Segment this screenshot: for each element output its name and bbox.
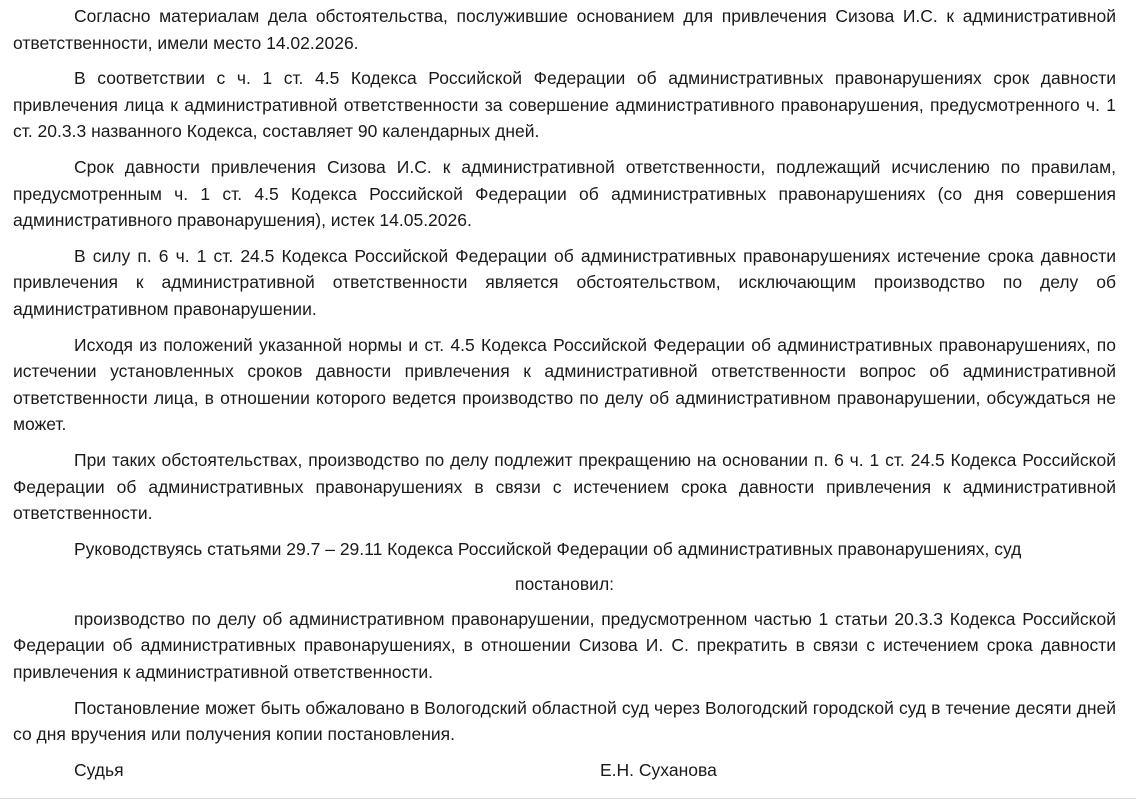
paragraph-guided-by-articles: Руководствуясь статьями 29.7 – 29.11 Кодекса Российской Федерации об административных правонарушениях, суд	[74, 538, 1022, 559]
resolution-heading: постановил:	[514, 574, 615, 595]
signature-name: Е.Н. Суханова	[600, 759, 717, 780]
signature-role: Судья	[74, 759, 124, 780]
paragraph-limitation-expired: Срок давности привлечения Сизова И.С. к административной ответственности, подлежащий исчислению по правилам, предусмотренным ч. 1 ст. 4.5 Кодекса Российской Федерации об административных правонарушениях (со дня совершения административного правонарушения), истек 14.05.2026.	[13, 156, 1116, 231]
paragraph-resolution-terminate: производство по делу об административном правонарушении, предусмотренном частью 1 статьи 20.3.3 Кодекса Российской Федерации об административных правонарушениях, в отношении Сизова И. С. прекратить в связи с истечением срока давности привлечения к административной ответственности.	[13, 608, 1116, 683]
bottom-divider	[0, 798, 1136, 799]
paragraph-appeal-notice: Постановление может быть обжаловано в Вологодский областной суд через Вологодский городской суд в течение десяти дней со дня вручения или получения копии постановления.	[13, 697, 1116, 745]
paragraph-limitation-period-rule: В соответствии с ч. 1 ст. 4.5 Кодекса Российской Федерации об административных правонарушениях срок давности привлечения лица к административной ответственности за совершение административного правонарушения, предусмотренного ч. 1 ст. 20.3.3 названного Кодекса, составляет 90 календарных дней.	[13, 68, 1116, 142]
paragraph-circumstances-date: Согласно материалам дела обстоятельства, послужившие основанием для привлечения Сизова И.С. к административной ответственности, имели место 14.02.2026.	[13, 6, 1116, 53]
paragraph-excluding-circumstance: В силу п. 6 ч. 1 ст. 24.5 Кодекса Российской Федерации об административных правонарушениях истечение срока давности привлечения к административной ответственности является обстоятельством, исключающим производство по делу об административном правонарушении.	[13, 245, 1116, 319]
signature-block	[13, 757, 1116, 785]
paragraph-responsibility-not-discussed: Исходя из положений указанной нормы и ст. 4.5 Кодекса Российской Федерации об административных правонарушениях, по истечении установленных сроков давности привлечения к административной ответственности вопрос об административной ответственности лица, в отношении которого ведется производство по делу об административном правонарушении, обсуждаться не может.	[13, 334, 1116, 435]
court-decision-document	[13, 3, 1116, 785]
paragraph-termination-grounds: При таких обстоятельствах, производство по делу подлежит прекращению на основании п. 6 ч. 1 ст. 24.5 Кодекса Российской Федерации об административных правонарушениях в связи с истечением срока давности привлечения к административной ответственности.	[13, 449, 1116, 524]
